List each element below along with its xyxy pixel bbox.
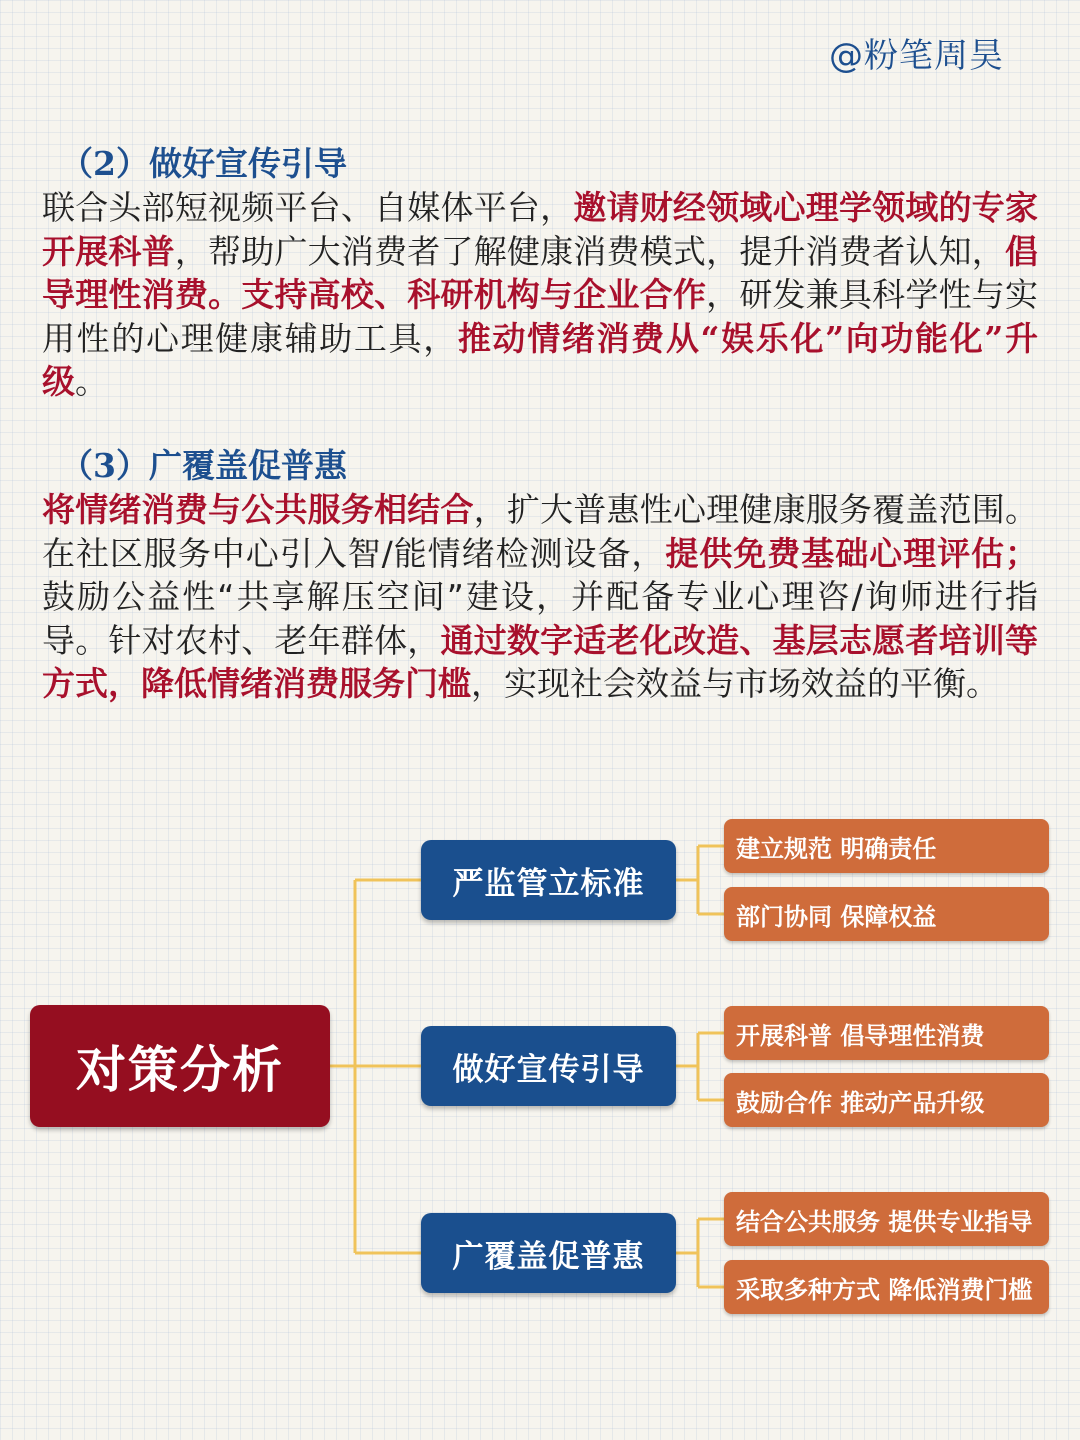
leaf-node: 开展科普 倡导理性消费: [724, 1006, 1049, 1060]
section-inclusive: [42, 444, 1038, 706]
branch-inclusive: 广覆盖促普惠: [421, 1213, 676, 1293]
body-text: ，帮助广大消费者了解健康消费模式，提升消费者认知，: [174, 231, 1006, 271]
leaf-node: 鼓励合作 推动产品升级: [724, 1073, 1049, 1127]
leaf-node: 部门协同 保障权益: [724, 887, 1049, 941]
author-watermark: @粉笔周昊: [829, 36, 1004, 76]
branch-publicity: 做好宣传引导: [421, 1026, 676, 1106]
leaf-node: 建立规范 明确责任: [724, 819, 1049, 873]
body-text: 联合头部短视频平台、自媒体平台，: [42, 188, 574, 227]
section-heading: （2）做好宣传引导: [60, 144, 347, 183]
body-text: 鼓励公益性“共享解压空间”建设，并配备专业心理咨/询师进行指导。针对农村、老年群体，: [42, 577, 1038, 660]
highlight-text: 通过数字适老化改造、基层志愿者培训等方式，降低情绪消费服务门槛: [42, 620, 1039, 703]
body-text: ，研发兼具科学性与实用性的心理健康辅助工具，: [42, 275, 1039, 358]
section-body: [42, 186, 1038, 404]
body-text: ，扩大普惠性心理健康服务覆盖范围。在社区服务中心引入智/能情绪检测设备，: [42, 490, 1039, 573]
section-heading: （3）广覆盖促普惠: [60, 446, 347, 485]
mindmap-root: 对策分析: [30, 1005, 330, 1127]
highlight-text: 将情绪消费与公共服务相结合: [42, 490, 474, 529]
leaf-connector-group: [676, 1219, 724, 1287]
section-publicity: [42, 142, 1038, 404]
leaf-node: 结合公共服务 提供专业指导: [724, 1192, 1049, 1246]
highlight-text: 提供免费基础心理评估；: [665, 533, 1039, 573]
section-body: [42, 488, 1038, 706]
leaf-connector-group: [676, 1033, 724, 1100]
highlight-text: 倡导理性消费。支持高校、科研机构与企业合作: [42, 231, 1039, 314]
body-text: ，实现社会效益与市场效益的平衡。: [471, 664, 999, 703]
highlight-text: 邀请财经领域心理学领域的专家开展科普: [42, 188, 1039, 271]
leaf-node: 采取多种方式 降低消费门槛: [724, 1260, 1049, 1314]
branch-regulation: 严监管立标准: [421, 840, 676, 920]
body-text: 。: [75, 362, 108, 401]
leaf-connector-group: [676, 846, 724, 914]
highlight-text: 推动情绪消费从“娱乐化”向功能化”升级: [42, 318, 1039, 401]
